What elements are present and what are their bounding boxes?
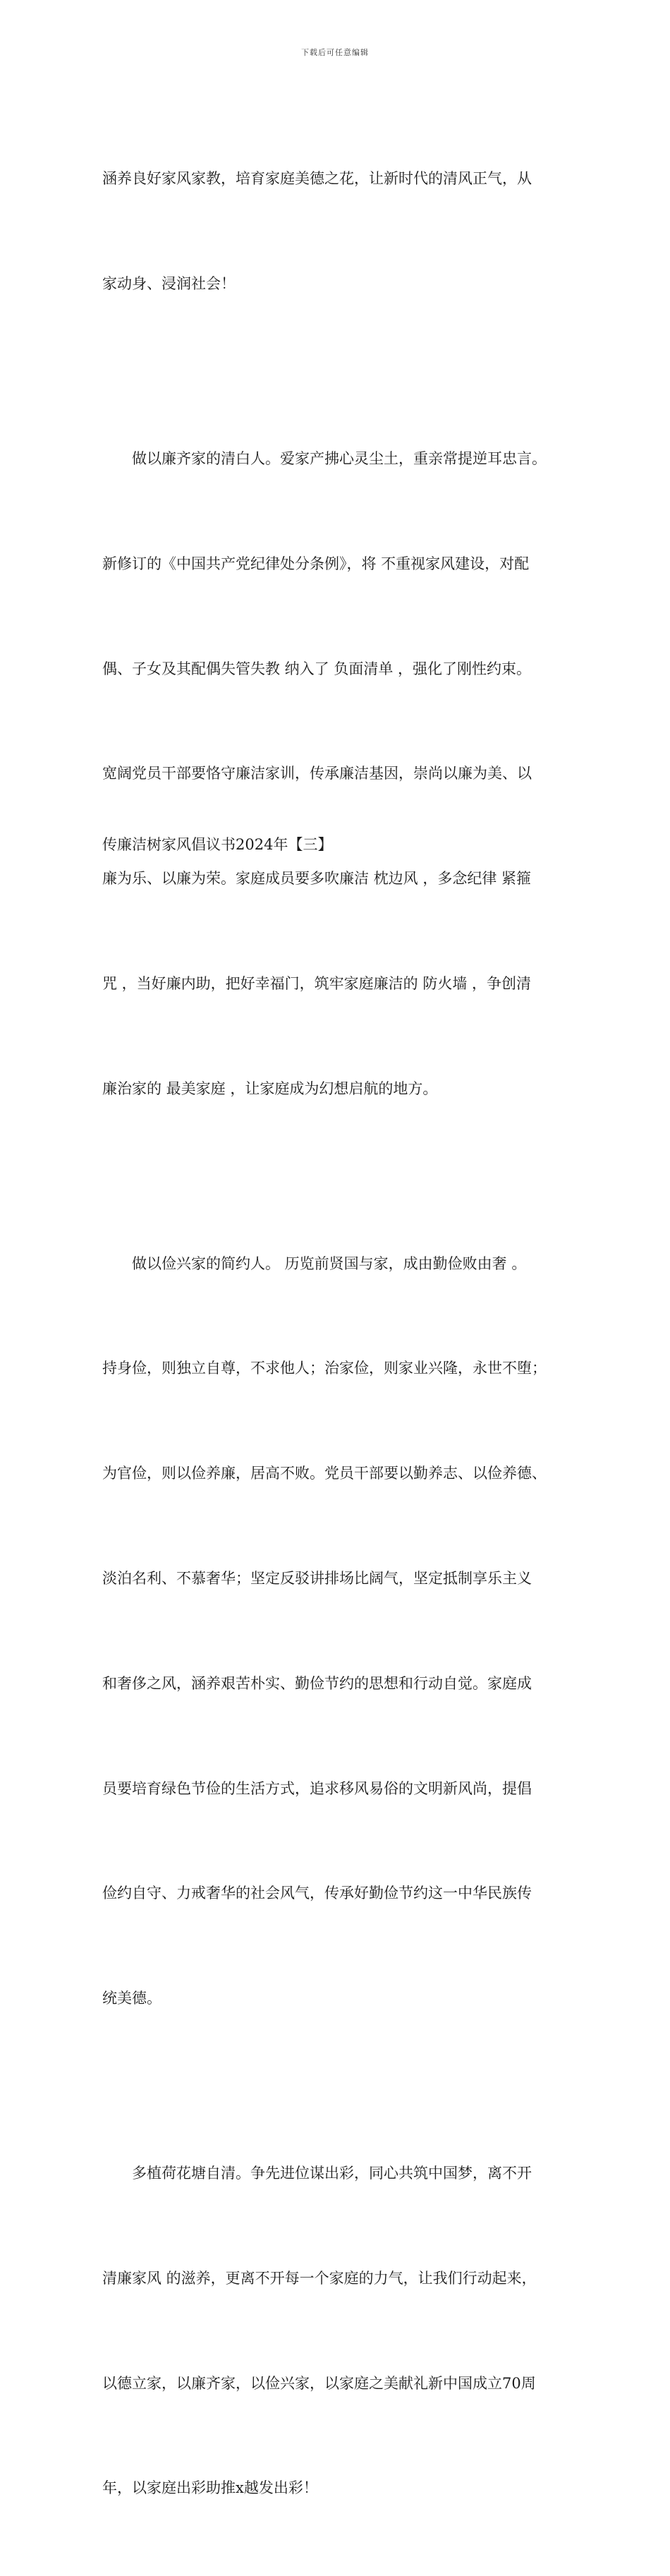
- paragraph-line: 淡泊名利、不慕奢华；坚定反驳讲排场比阔气，坚定抵制享乐主义: [102, 1569, 532, 1587]
- paragraph-line: 清廉家风 的滋养，更离不开每一个家庭的力气，让我们行动起来，: [102, 2269, 537, 2287]
- paragraph-line: 做以俭兴家的简约人。 历览前贤国与家，成由勤俭败由奢 。: [132, 1254, 527, 1272]
- paragraph-line: 俭约自守、力戒奢华的社会风气，传承好勤俭节约这一中华民族传: [102, 1885, 532, 1902]
- paragraph-line: 新修订的《中国共产党纪律处分条例》，将 不重视家风建设，对配: [102, 555, 530, 572]
- paragraph-line: 员要培育绿色节俭的生活方式，追求移风易俗的文明新风尚，提倡: [102, 1779, 532, 1797]
- paragraph-line: 做以廉齐家的清白人。爱家产拂心灵尘土，重亲常提逆耳忠言。: [132, 449, 547, 467]
- paragraph-line: 廉为乐、以廉为荣。家庭成员要多吹廉洁 枕边风 ，多念纪律 紧箍: [102, 870, 532, 888]
- paragraph-line: 涵养良好家风家教，培育家庭美德之花，让新时代的清风正气，从: [102, 170, 532, 188]
- paragraph-line: 多植荷花塘自清。争先进位谋出彩，同心共筑中国梦，离不开: [132, 2165, 532, 2182]
- paragraph-1: [102, 92, 571, 372]
- paragraph-line: 持身俭，则独立自尊，不求他人；治家俭，则家业兴隆，永世不堕；: [102, 1360, 547, 1377]
- paragraph-line: 和奢侈之风，涵养艰苦朴实、勤俭节约的思想和行动自觉。家庭成: [102, 1674, 532, 1692]
- paragraph-line: 廉治家的 最美家庭 ，让家庭成为幻想启航的地方。: [102, 1080, 438, 1097]
- paragraph-line: 宽阔党员干部要恪守廉洁家训，传承廉洁基因，崇尚以廉为美、以: [102, 765, 532, 782]
- paragraph-4: [102, 2086, 571, 2576]
- paragraph-line: 家动身、浸润社会！: [102, 274, 236, 292]
- paragraph-line: 年，以家庭出彩助推x越发出彩！: [102, 2479, 318, 2497]
- section-title: 传廉洁树家风倡议书2024年【三】: [102, 836, 333, 853]
- paragraph-line: 偶、子女及其配偶失管失教 纳入了 负面清单 ，强化了刚性约束。: [102, 660, 532, 677]
- body-text: [102, 92, 571, 2576]
- paragraph-line: 为官俭，则以俭养廉，居高不败。党员干部要以勤养志、以俭养德、: [102, 1465, 547, 1482]
- paragraph-line: 咒 ，当好廉内助，把好幸福门，筑牢家庭廉洁的 防火墙 ，争创清: [102, 974, 532, 992]
- paragraph-3: [102, 1176, 571, 2086]
- header-note: 下载后可任意编辑: [301, 48, 369, 57]
- paragraph-line: 以德立家，以廉齐家，以俭兴家，以家庭之美献礼新中国成立70周: [102, 2374, 536, 2392]
- paragraph-2: [102, 372, 571, 1177]
- paragraph-line: 统美德。: [102, 1990, 162, 2007]
